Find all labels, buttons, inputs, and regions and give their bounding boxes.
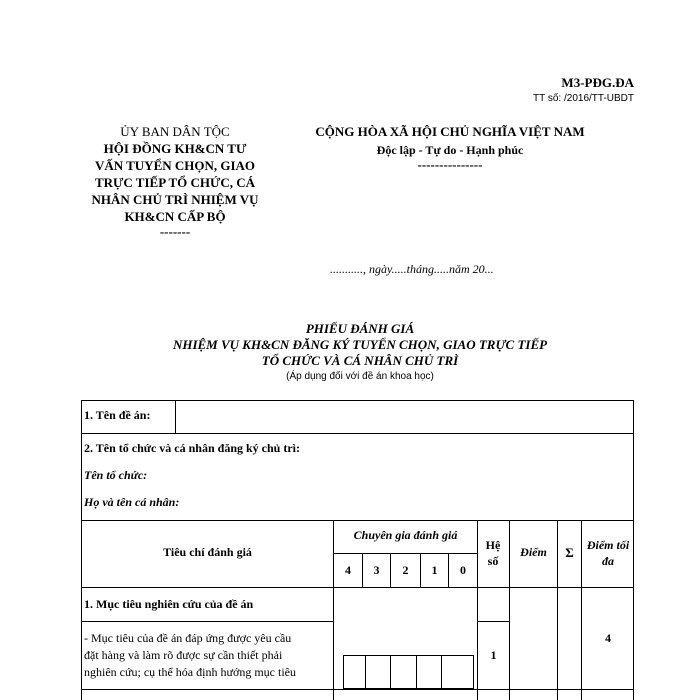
row-divider [477, 621, 509, 622]
score-4-header: 4 [345, 563, 351, 577]
org-name-label: Tên tổ chức: [84, 468, 148, 482]
row-divider [81, 433, 634, 434]
criteria-header: Tiêu chí đánh giá [163, 545, 252, 559]
score-2-header: 2 [402, 563, 409, 577]
criteria-row-1-line-1: - Mục tiêu của đề án đáp ứng được yêu cầu [84, 631, 292, 645]
criteria-row-1 [84, 630, 332, 681]
point-header: Điểm [520, 545, 547, 559]
coef-header: Hệ số [485, 538, 501, 568]
criteria-row-1-line-2: đặt hàng và làm rõ được sự cần thiết phải [84, 648, 283, 662]
row-divider [81, 520, 634, 521]
form-title [100, 321, 620, 385]
sum-header: Σ [565, 545, 574, 560]
project-name-field[interactable] [178, 404, 630, 430]
col-divider [477, 520, 478, 700]
row-1-point-field[interactable] [511, 592, 556, 687]
title-line-1: PHIẾU ĐÁNH GIÁ [305, 321, 415, 336]
score-1-header: 1 [431, 563, 438, 577]
org-label: 2. Tên tổ chức và cá nhân đăng ký chủ trì: [84, 441, 301, 455]
section-1-title: 1. Mục tiêu nghiên cứu của đề án [84, 597, 254, 611]
row-1-max-score: 4 [605, 631, 611, 645]
expert-header: Chuyên gia đánh giá [353, 528, 458, 542]
right-header [280, 123, 620, 171]
council-line-5: KH&CN CẤP BỘ [124, 209, 226, 224]
person-name-label: Họ và tên cá nhân: [84, 495, 180, 509]
left-header [70, 123, 280, 239]
row-divider [81, 689, 634, 690]
motto: Độc lập - Tự do - Hạnh phúc [376, 143, 524, 157]
council-line-3: TRỰC TIẾP TỔ CHỨC, CÁ [95, 175, 255, 190]
criteria-row-1-line-3: nghiên cứu; cụ thể hóa định hướng mục tiêu [84, 665, 296, 679]
circular-number: TT số: /2016/TT-UBDT [533, 93, 634, 104]
score-0-header: 0 [460, 563, 466, 577]
country-name: CỘNG HÒA XÃ HỘI CHỦ NGHĨA VIỆT NAM [315, 124, 585, 139]
council-line-2: VẤN TUYỂN CHỌN, GIAO [94, 158, 256, 173]
row-divider [81, 621, 333, 622]
right-rule: --------------- [417, 157, 483, 172]
agency-name: ỦY BAN DÂN TỘC [120, 124, 230, 139]
score-boxes [343, 655, 474, 689]
col-divider [333, 520, 334, 700]
title-line-3: TỔ CHỨC VÀ CÁ NHÂN CHỦ TRÌ [261, 353, 459, 368]
council-line-4: NHÂN CHỦ TRÌ NHIỆM VỤ [91, 192, 259, 207]
row-divider [81, 587, 634, 588]
council-line-1: HỘI ĐỒNG KH&CN TƯ [103, 141, 247, 156]
date-line: ..........., ngày.....tháng.....năm 20... [330, 262, 494, 276]
table-border-top [81, 400, 634, 401]
title-line-2: NHIỆM VỤ KH&CN ĐĂNG KÝ TUYỂN CHỌN, GIAO TRỰC TIẾP [172, 337, 548, 352]
project-name-label: 1. Tên đề án: [84, 408, 151, 422]
score-3-header: 3 [373, 563, 380, 577]
title-note: (Áp dụng đối với đề án khoa học) [286, 371, 434, 382]
max-score-header: Điểm tối đa [586, 538, 630, 568]
row-1-coef: 1 [490, 648, 497, 662]
form-code: M3-PĐG.ĐA [561, 75, 634, 90]
col-divider [175, 400, 176, 433]
row-divider [333, 553, 477, 554]
left-rule: ------- [159, 224, 191, 239]
